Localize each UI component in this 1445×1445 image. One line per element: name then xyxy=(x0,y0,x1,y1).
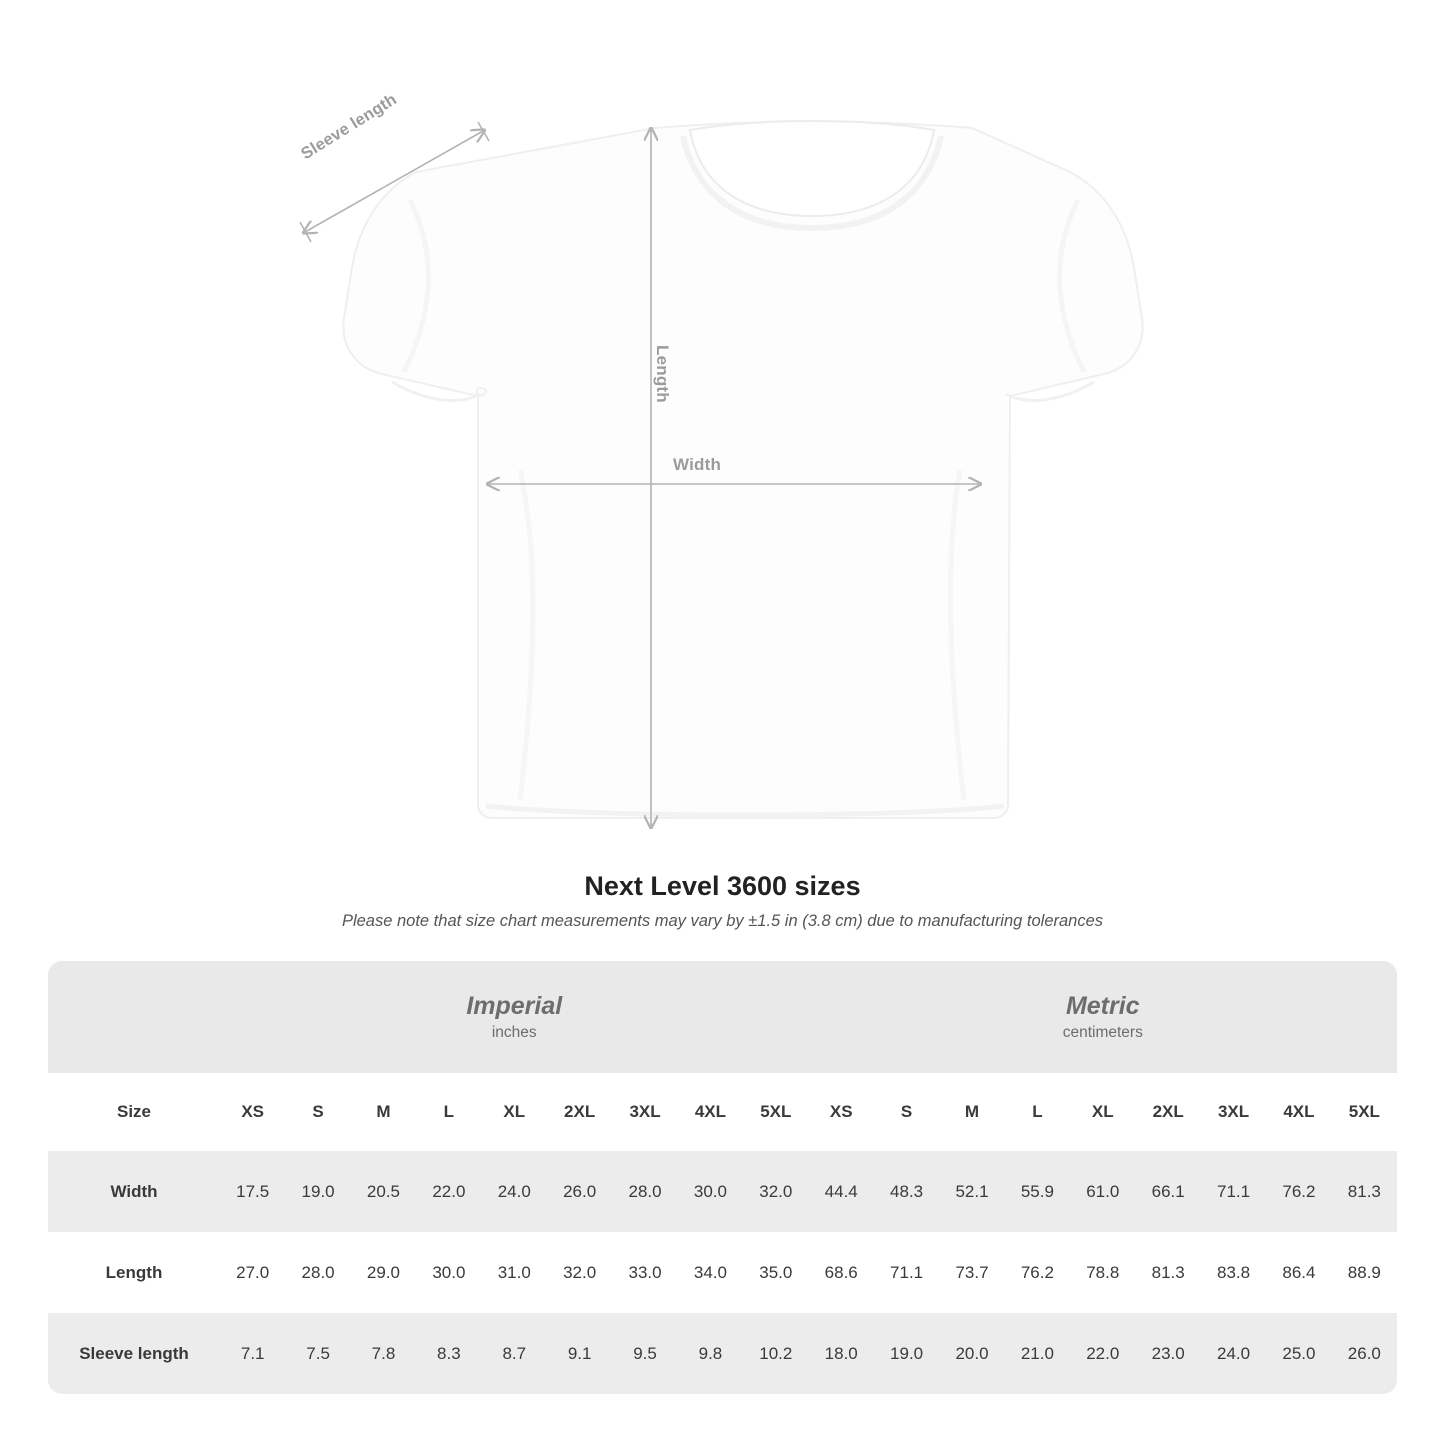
size-col-met-s: S xyxy=(874,1073,939,1151)
cell: 7.5 xyxy=(285,1313,350,1394)
cell: 76.2 xyxy=(1005,1232,1070,1313)
row-label-sleeve-length: Sleeve length xyxy=(48,1313,220,1394)
size-col-imp-2xl: 2XL xyxy=(547,1073,612,1151)
cell: 34.0 xyxy=(678,1232,743,1313)
size-col-met-2xl: 2XL xyxy=(1135,1073,1200,1151)
size-col-met-m: M xyxy=(939,1073,1004,1151)
cell: 25.0 xyxy=(1266,1313,1331,1394)
cell: 24.0 xyxy=(1201,1313,1266,1394)
cell: 26.0 xyxy=(547,1151,612,1232)
size-col-met-5xl: 5XL xyxy=(1332,1073,1397,1151)
size-col-imp-5xl: 5XL xyxy=(743,1073,808,1151)
tolerance-note: Please note that size chart measurements may vary by ±1.5 in (3.8 cm) due to manufacturing tolerances xyxy=(341,912,1104,930)
cell: 86.4 xyxy=(1266,1232,1331,1313)
table-row-length xyxy=(48,1232,1397,1313)
cell: 19.0 xyxy=(874,1313,939,1394)
cell: 55.9 xyxy=(1005,1151,1070,1232)
unit-metric-sub: centimeters xyxy=(1062,1024,1143,1042)
row-label-width: Width xyxy=(48,1151,220,1232)
cell: 81.3 xyxy=(1332,1151,1397,1232)
cell: 28.0 xyxy=(612,1151,677,1232)
cell: 52.1 xyxy=(939,1151,1004,1232)
table-row-width xyxy=(48,1151,1397,1232)
cell: 30.0 xyxy=(678,1151,743,1232)
cell: 48.3 xyxy=(874,1151,939,1232)
cell: 21.0 xyxy=(1005,1313,1070,1394)
unit-metric-name: Metric xyxy=(1065,991,1140,1020)
size-col-imp-s: S xyxy=(285,1073,350,1151)
cell: 8.7 xyxy=(482,1313,547,1394)
size-col-met-xs: XS xyxy=(809,1073,874,1151)
cell: 24.0 xyxy=(482,1151,547,1232)
cell: 7.1 xyxy=(220,1313,285,1394)
cell: 9.5 xyxy=(612,1313,677,1394)
size-col-imp-xl: XL xyxy=(482,1073,547,1151)
unit-imperial-name: Imperial xyxy=(466,991,563,1020)
cell: 20.0 xyxy=(939,1313,1004,1394)
cell: 33.0 xyxy=(612,1232,677,1313)
unit-header-spacer xyxy=(48,961,220,1073)
cell: 27.0 xyxy=(220,1232,285,1313)
length-label: Length xyxy=(653,345,672,403)
cell: 26.0 xyxy=(1332,1313,1397,1394)
cell: 88.9 xyxy=(1332,1232,1397,1313)
size-header-row xyxy=(48,1073,1397,1151)
sleeve-length-label: Sleeve length xyxy=(298,90,400,164)
cell: 78.8 xyxy=(1070,1232,1135,1313)
cell: 44.4 xyxy=(809,1151,874,1232)
table-row-sleeve-length xyxy=(48,1313,1397,1394)
size-col-met-xl: XL xyxy=(1070,1073,1135,1151)
cell: 19.0 xyxy=(285,1151,350,1232)
size-table-wrapper xyxy=(48,961,1397,1394)
size-table xyxy=(48,961,1397,1394)
cell: 22.0 xyxy=(1070,1313,1135,1394)
cell: 29.0 xyxy=(351,1232,416,1313)
unit-imperial-sub: inches xyxy=(491,1024,537,1042)
size-col-met-l: L xyxy=(1005,1073,1070,1151)
cell: 66.1 xyxy=(1135,1151,1200,1232)
cell: 30.0 xyxy=(416,1232,481,1313)
cell: 68.6 xyxy=(809,1232,874,1313)
cell: 81.3 xyxy=(1135,1232,1200,1313)
unit-header-metric xyxy=(809,961,1397,1073)
cell: 7.8 xyxy=(351,1313,416,1394)
cell: 22.0 xyxy=(416,1151,481,1232)
title-block xyxy=(0,871,1445,931)
cell: 9.1 xyxy=(547,1313,612,1394)
unit-header-row xyxy=(48,961,1397,1073)
row-label-length: Length xyxy=(48,1232,220,1313)
cell: 71.1 xyxy=(1201,1151,1266,1232)
cell: 17.5 xyxy=(220,1151,285,1232)
size-col-met-4xl: 4XL xyxy=(1266,1073,1331,1151)
cell: 9.8 xyxy=(678,1313,743,1394)
size-label: Size xyxy=(48,1073,220,1151)
size-col-imp-4xl: 4XL xyxy=(678,1073,743,1151)
cell: 31.0 xyxy=(482,1232,547,1313)
cell: 28.0 xyxy=(285,1232,350,1313)
unit-header-imperial xyxy=(220,961,809,1073)
page-title: Next Level 3600 sizes xyxy=(584,871,861,901)
cell: 83.8 xyxy=(1201,1232,1266,1313)
cell: 71.1 xyxy=(874,1232,939,1313)
cell: 61.0 xyxy=(1070,1151,1135,1232)
size-col-imp-3xl: 3XL xyxy=(612,1073,677,1151)
size-col-imp-l: L xyxy=(416,1073,481,1151)
size-col-imp-m: M xyxy=(351,1073,416,1151)
cell: 76.2 xyxy=(1266,1151,1331,1232)
cell: 18.0 xyxy=(809,1313,874,1394)
cell: 32.0 xyxy=(547,1232,612,1313)
cell: 8.3 xyxy=(416,1313,481,1394)
cell: 73.7 xyxy=(939,1232,1004,1313)
width-label: Width xyxy=(673,455,722,474)
cell: 10.2 xyxy=(743,1313,808,1394)
cell: 23.0 xyxy=(1135,1313,1200,1394)
size-col-imp-xs: XS xyxy=(220,1073,285,1151)
cell: 20.5 xyxy=(351,1151,416,1232)
cell: 35.0 xyxy=(743,1232,808,1313)
size-col-met-3xl: 3XL xyxy=(1201,1073,1266,1151)
cell: 32.0 xyxy=(743,1151,808,1232)
